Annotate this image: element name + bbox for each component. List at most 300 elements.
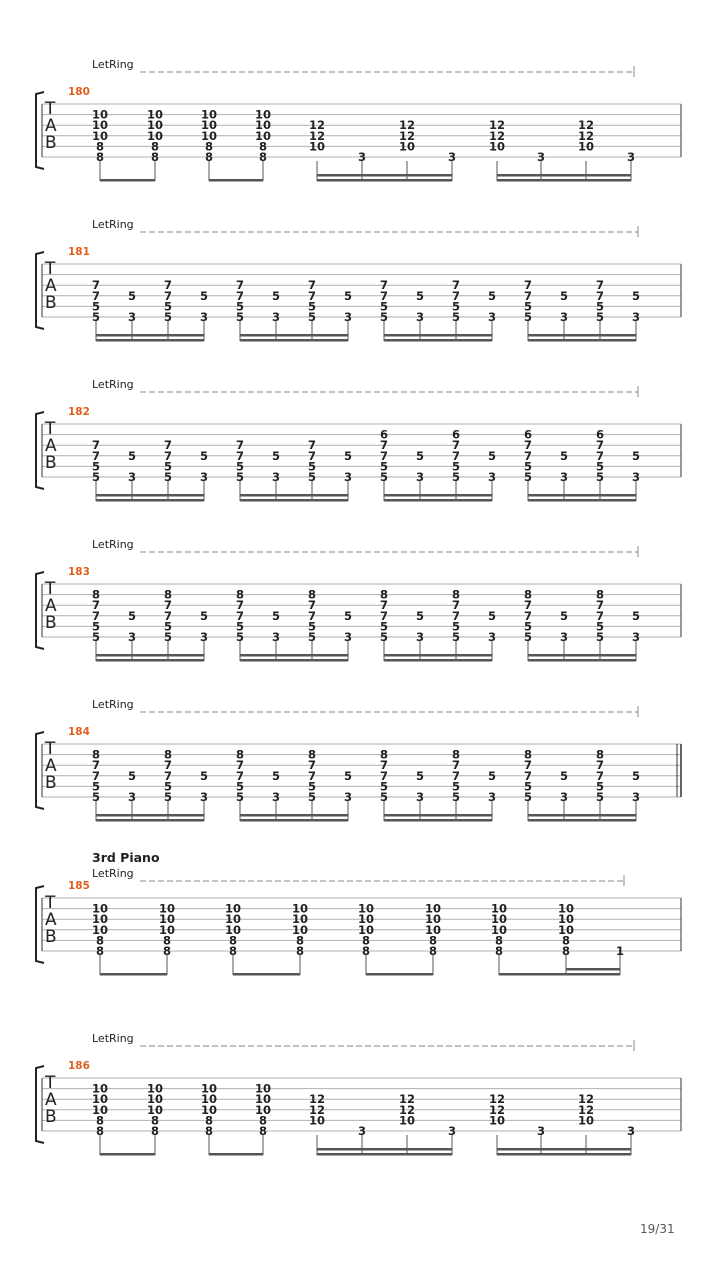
- beat: [200, 769, 208, 821]
- fret-number: 7: [307, 438, 317, 453]
- fret-number: 8: [204, 150, 214, 164]
- beam: [499, 973, 620, 976]
- fret-number: 12: [398, 1102, 416, 1117]
- fret-number: 10: [254, 1092, 272, 1107]
- beam: [384, 819, 492, 822]
- fret-number: 3: [631, 790, 641, 804]
- fret-number: 5: [235, 459, 245, 474]
- fret-number: 3: [127, 790, 137, 804]
- fret-number: 5: [487, 608, 497, 623]
- fret-number: 10: [91, 912, 109, 927]
- letring-label: LetRing: [92, 378, 134, 391]
- fret-number: 8: [235, 747, 245, 762]
- letring-label: LetRing: [92, 538, 134, 551]
- fret-number: 7: [379, 768, 389, 783]
- beat-group: [92, 1082, 163, 1156]
- fret-number: 5: [451, 630, 461, 644]
- beam: [384, 654, 492, 657]
- beat-group: [92, 748, 208, 822]
- fret-number: 1: [615, 944, 625, 958]
- tab-system: [0, 378, 720, 518]
- fret-number: 10: [91, 922, 109, 937]
- beat: [236, 588, 244, 661]
- beat: [632, 449, 640, 501]
- fret-number: 8: [361, 933, 371, 948]
- tab-letter: A: [45, 756, 57, 776]
- fret-number: 5: [127, 448, 137, 463]
- beat: [632, 609, 640, 661]
- fret-number: 3: [536, 150, 546, 164]
- beat-group: [236, 438, 352, 501]
- fret-number: 8: [361, 944, 371, 958]
- beat: [92, 588, 100, 661]
- fret-number: 8: [91, 747, 101, 762]
- beam: [566, 968, 620, 971]
- fret-number: 10: [557, 922, 575, 937]
- beat: [164, 438, 172, 501]
- beam: [96, 494, 204, 497]
- beat: [308, 748, 316, 821]
- beat: [416, 609, 424, 661]
- fret-number: 10: [91, 128, 109, 143]
- fret-number: 8: [258, 139, 268, 154]
- beat: [488, 449, 496, 501]
- fret-number: 12: [488, 118, 506, 133]
- beat: [578, 118, 594, 181]
- fret-number: 5: [451, 619, 461, 634]
- beat-group: [201, 108, 271, 182]
- fret-number: 8: [561, 933, 571, 948]
- fret-number: 8: [91, 587, 101, 602]
- fret-number: 12: [577, 118, 595, 133]
- fret-number: 10: [424, 901, 442, 916]
- fret-number: 10: [490, 922, 508, 937]
- fret-number: 3: [271, 790, 281, 804]
- tab-letter: T: [45, 739, 56, 759]
- beat: [596, 428, 604, 501]
- fret-number: 3: [559, 470, 569, 484]
- fret-number: 3: [447, 150, 457, 164]
- beam: [240, 654, 348, 657]
- fret-number: 5: [595, 299, 605, 314]
- fret-number: 10: [557, 901, 575, 916]
- beat: [596, 278, 604, 341]
- tab-letter: A: [45, 276, 57, 296]
- fret-number: 7: [451, 598, 461, 613]
- fret-number: 3: [199, 470, 209, 484]
- fret-number: 7: [523, 288, 533, 303]
- tab-letter: B: [45, 613, 57, 633]
- fret-number: 10: [91, 118, 109, 133]
- fret-number: 7: [379, 608, 389, 623]
- fret-number: 10: [291, 922, 309, 937]
- fret-number: 8: [494, 933, 504, 948]
- beat: [489, 1092, 505, 1155]
- beat: [632, 769, 640, 821]
- fret-number: 7: [163, 608, 173, 623]
- fret-number: 7: [379, 438, 389, 453]
- beat: [128, 609, 136, 661]
- fret-number: 7: [451, 288, 461, 303]
- fret-number: 3: [271, 470, 281, 484]
- fret-number: 5: [163, 790, 173, 804]
- fret-number: 12: [488, 1092, 506, 1107]
- fret-number: 7: [91, 608, 101, 623]
- fret-number: 7: [307, 598, 317, 613]
- fret-number: 7: [235, 278, 245, 293]
- fret-number: 3: [357, 1124, 367, 1138]
- beat: [344, 769, 352, 821]
- beat: [200, 449, 208, 501]
- beat-group: [380, 588, 496, 662]
- fret-number: 10: [577, 1113, 595, 1128]
- beam: [233, 973, 300, 976]
- tab-staff-graphic: [0, 1032, 720, 1172]
- fret-number: 7: [91, 278, 101, 293]
- fret-number: 7: [379, 288, 389, 303]
- beam: [240, 814, 348, 817]
- beam: [317, 174, 452, 177]
- fret-number: 8: [162, 944, 172, 958]
- tab-staff-graphic: [0, 378, 720, 518]
- fret-number: 7: [523, 758, 533, 773]
- beat: [380, 588, 388, 661]
- fret-number: 10: [424, 912, 442, 927]
- fret-number: 5: [127, 608, 137, 623]
- fret-number: 3: [199, 790, 209, 804]
- fret-number: 10: [91, 1092, 109, 1107]
- beat: [272, 769, 280, 821]
- fret-number: 8: [379, 587, 389, 602]
- fret-number: 10: [158, 912, 176, 927]
- fret-number: 5: [451, 310, 461, 324]
- tab-letter: T: [45, 579, 56, 599]
- beat-group: [309, 118, 456, 181]
- beat: [236, 438, 244, 501]
- fret-number: 10: [200, 107, 218, 122]
- letring-label: LetRing: [92, 58, 134, 71]
- fret-number: 10: [200, 1102, 218, 1117]
- fret-number: 5: [451, 299, 461, 314]
- fret-number: 5: [271, 448, 281, 463]
- beat-group: [524, 428, 640, 502]
- fret-number: 12: [308, 128, 326, 143]
- tab-system: [0, 698, 720, 838]
- fret-number: 5: [379, 459, 389, 474]
- tab-system: [0, 58, 720, 198]
- fret-number: 5: [163, 630, 173, 644]
- fret-number: 10: [357, 922, 375, 937]
- beat: [416, 289, 424, 341]
- fret-number: 3: [447, 1124, 457, 1138]
- beat: [272, 609, 280, 661]
- fret-number: 7: [379, 448, 389, 463]
- fret-number: 8: [204, 1113, 214, 1128]
- fret-number: 12: [488, 1102, 506, 1117]
- beam: [96, 654, 204, 657]
- fret-number: 5: [91, 619, 101, 634]
- fret-number: 5: [415, 448, 425, 463]
- beam: [100, 1153, 155, 1156]
- fret-number: 7: [451, 278, 461, 293]
- fret-number: 5: [91, 790, 101, 804]
- fret-number: 10: [254, 128, 272, 143]
- beam: [317, 179, 452, 182]
- fret-number: 6: [379, 427, 389, 442]
- fret-number: 5: [451, 459, 461, 474]
- fret-number: 10: [224, 922, 242, 937]
- fret-number: 5: [307, 310, 317, 324]
- fret-number: 5: [595, 779, 605, 794]
- fret-number: 8: [163, 587, 173, 602]
- beat-group: [489, 1092, 635, 1155]
- fret-number: 12: [398, 1092, 416, 1107]
- fret-number: 7: [163, 278, 173, 293]
- beam: [528, 819, 636, 822]
- fret-number: 7: [307, 608, 317, 623]
- measure-number: 180: [68, 86, 90, 98]
- letring-label: LetRing: [92, 218, 134, 231]
- beat: [489, 118, 505, 181]
- fret-number: 10: [200, 128, 218, 143]
- beat: [399, 1092, 415, 1155]
- beat: [452, 428, 460, 501]
- beat-group: [491, 902, 624, 976]
- beam: [528, 659, 636, 662]
- fret-number: 5: [451, 790, 461, 804]
- fret-number: 5: [343, 608, 353, 623]
- fret-number: 5: [631, 608, 641, 623]
- fret-number: 3: [199, 630, 209, 644]
- beat: [524, 278, 532, 341]
- fret-number: 5: [235, 630, 245, 644]
- fret-number: 5: [631, 768, 641, 783]
- fret-number: 5: [595, 470, 605, 484]
- beat: [578, 1092, 594, 1155]
- tab-system: [0, 218, 720, 358]
- tab-letter: A: [45, 1090, 57, 1110]
- fret-number: 8: [595, 587, 605, 602]
- fret-number: 5: [343, 448, 353, 463]
- beam: [317, 1153, 452, 1156]
- measure-number: 185: [68, 880, 90, 892]
- beam: [96, 499, 204, 502]
- fret-number: 3: [271, 630, 281, 644]
- fret-number: 5: [91, 299, 101, 314]
- fret-number: 3: [559, 630, 569, 644]
- tab-staff-graphic: [0, 218, 720, 358]
- fret-number: 8: [258, 1124, 268, 1138]
- fret-number: 8: [228, 944, 238, 958]
- fret-number: 8: [95, 933, 105, 948]
- beam: [96, 334, 204, 337]
- fret-number: 7: [307, 758, 317, 773]
- fret-number: 3: [487, 790, 497, 804]
- measure-number: 182: [68, 406, 90, 418]
- fret-number: 3: [631, 630, 641, 644]
- page-number: 19/31: [640, 1222, 675, 1236]
- tab-letter: A: [45, 436, 57, 456]
- fret-number: 5: [379, 470, 389, 484]
- fret-number: 8: [204, 139, 214, 154]
- fret-number: 5: [307, 470, 317, 484]
- beat: [358, 902, 374, 975]
- fret-number: 10: [254, 118, 272, 133]
- fret-number: 10: [424, 922, 442, 937]
- fret-number: 5: [415, 288, 425, 303]
- fret-number: 3: [536, 1124, 546, 1138]
- fret-number: 3: [487, 470, 497, 484]
- fret-number: 7: [163, 288, 173, 303]
- beat: [308, 588, 316, 661]
- beam: [96, 814, 204, 817]
- beat: [452, 278, 460, 341]
- fret-number: 10: [91, 1081, 109, 1096]
- fret-number: 3: [127, 630, 137, 644]
- fret-number: 8: [150, 150, 160, 164]
- fret-number: 7: [307, 288, 317, 303]
- fret-number: 5: [91, 459, 101, 474]
- fret-number: 7: [91, 288, 101, 303]
- fret-number: 5: [343, 288, 353, 303]
- fret-number: 5: [235, 299, 245, 314]
- beam: [240, 659, 348, 662]
- fret-number: 8: [451, 747, 461, 762]
- fret-number: 5: [487, 768, 497, 783]
- fret-number: 5: [631, 448, 641, 463]
- beat: [236, 748, 244, 821]
- fret-number: 10: [308, 139, 326, 154]
- fret-number: 5: [163, 619, 173, 634]
- fret-number: 8: [150, 1124, 160, 1138]
- fret-number: 7: [235, 438, 245, 453]
- fret-number: 8: [235, 587, 245, 602]
- tab-system: [0, 852, 720, 992]
- fret-number: 7: [163, 768, 173, 783]
- beat: [309, 118, 325, 181]
- fret-number: 12: [577, 1102, 595, 1117]
- fret-number: 7: [163, 448, 173, 463]
- fret-number: 5: [271, 608, 281, 623]
- fret-number: 3: [487, 310, 497, 324]
- fret-number: 8: [95, 139, 105, 154]
- fret-number: 10: [224, 901, 242, 916]
- fret-number: 10: [488, 139, 506, 154]
- beat: [380, 428, 388, 501]
- beam: [384, 499, 492, 502]
- tab-staff-graphic: [0, 698, 720, 838]
- beat: [632, 289, 640, 341]
- fret-number: 10: [224, 912, 242, 927]
- beat-group: [236, 588, 352, 662]
- fret-number: 5: [199, 448, 209, 463]
- fret-number: 7: [163, 758, 173, 773]
- fret-number: 3: [343, 630, 353, 644]
- beam: [384, 659, 492, 662]
- letring-label: LetRing: [92, 867, 134, 880]
- fret-number: 5: [559, 448, 569, 463]
- letring-label: LetRing: [92, 698, 134, 711]
- fret-number: 8: [295, 944, 305, 958]
- fret-number: 5: [235, 619, 245, 634]
- fret-number: 5: [523, 619, 533, 634]
- beam: [96, 339, 204, 342]
- fret-number: 3: [343, 470, 353, 484]
- beam: [100, 973, 167, 976]
- fret-number: 7: [523, 768, 533, 783]
- beat-group: [309, 1092, 456, 1155]
- fret-number: 5: [595, 630, 605, 644]
- beam: [366, 973, 433, 976]
- tab-letter: A: [45, 596, 57, 616]
- fret-number: 5: [523, 310, 533, 324]
- fret-number: 7: [307, 448, 317, 463]
- beat: [159, 902, 175, 975]
- fret-number: 7: [235, 758, 245, 773]
- tab-staff-graphic: [0, 538, 720, 678]
- section-label: 3rd Piano: [92, 852, 160, 865]
- fret-number: 5: [379, 790, 389, 804]
- fret-number: 8: [150, 1113, 160, 1128]
- fret-number: 6: [595, 427, 605, 442]
- fret-number: 5: [559, 608, 569, 623]
- fret-number: 3: [199, 310, 209, 324]
- fret-number: 8: [204, 1124, 214, 1138]
- beam: [384, 339, 492, 342]
- tab-letter: T: [45, 99, 56, 119]
- beam: [240, 819, 348, 822]
- tab-staff-graphic: [0, 852, 720, 992]
- fret-number: 7: [595, 278, 605, 293]
- fret-number: 5: [307, 779, 317, 794]
- fret-number: 8: [523, 747, 533, 762]
- beat-group: [524, 588, 640, 662]
- beam: [96, 659, 204, 662]
- beat: [524, 428, 532, 501]
- beat: [558, 902, 574, 975]
- fret-number: 10: [254, 1102, 272, 1117]
- fret-number: 10: [146, 128, 164, 143]
- fret-number: 7: [523, 598, 533, 613]
- beat-group: [92, 108, 163, 182]
- fret-number: 5: [559, 768, 569, 783]
- beam: [497, 174, 631, 177]
- fret-number: 5: [595, 310, 605, 324]
- beat: [147, 108, 163, 181]
- fret-number: 3: [127, 470, 137, 484]
- beam: [497, 179, 631, 182]
- fret-number: 12: [577, 128, 595, 143]
- fret-number: 3: [631, 470, 641, 484]
- fret-number: 7: [595, 758, 605, 773]
- beam: [100, 179, 155, 182]
- fret-number: 7: [523, 278, 533, 293]
- tab-letter: B: [45, 293, 57, 313]
- fret-number: 7: [307, 278, 317, 293]
- tab-system: [0, 538, 720, 678]
- beat: [225, 902, 241, 975]
- beat: [308, 278, 316, 341]
- fret-number: 3: [415, 470, 425, 484]
- fret-number: 7: [523, 448, 533, 463]
- fret-number: 10: [146, 1102, 164, 1117]
- beat: [92, 108, 108, 181]
- fret-number: 8: [451, 587, 461, 602]
- fret-number: 5: [271, 288, 281, 303]
- fret-number: 8: [307, 747, 317, 762]
- beat: [200, 609, 208, 661]
- fret-number: 8: [228, 933, 238, 948]
